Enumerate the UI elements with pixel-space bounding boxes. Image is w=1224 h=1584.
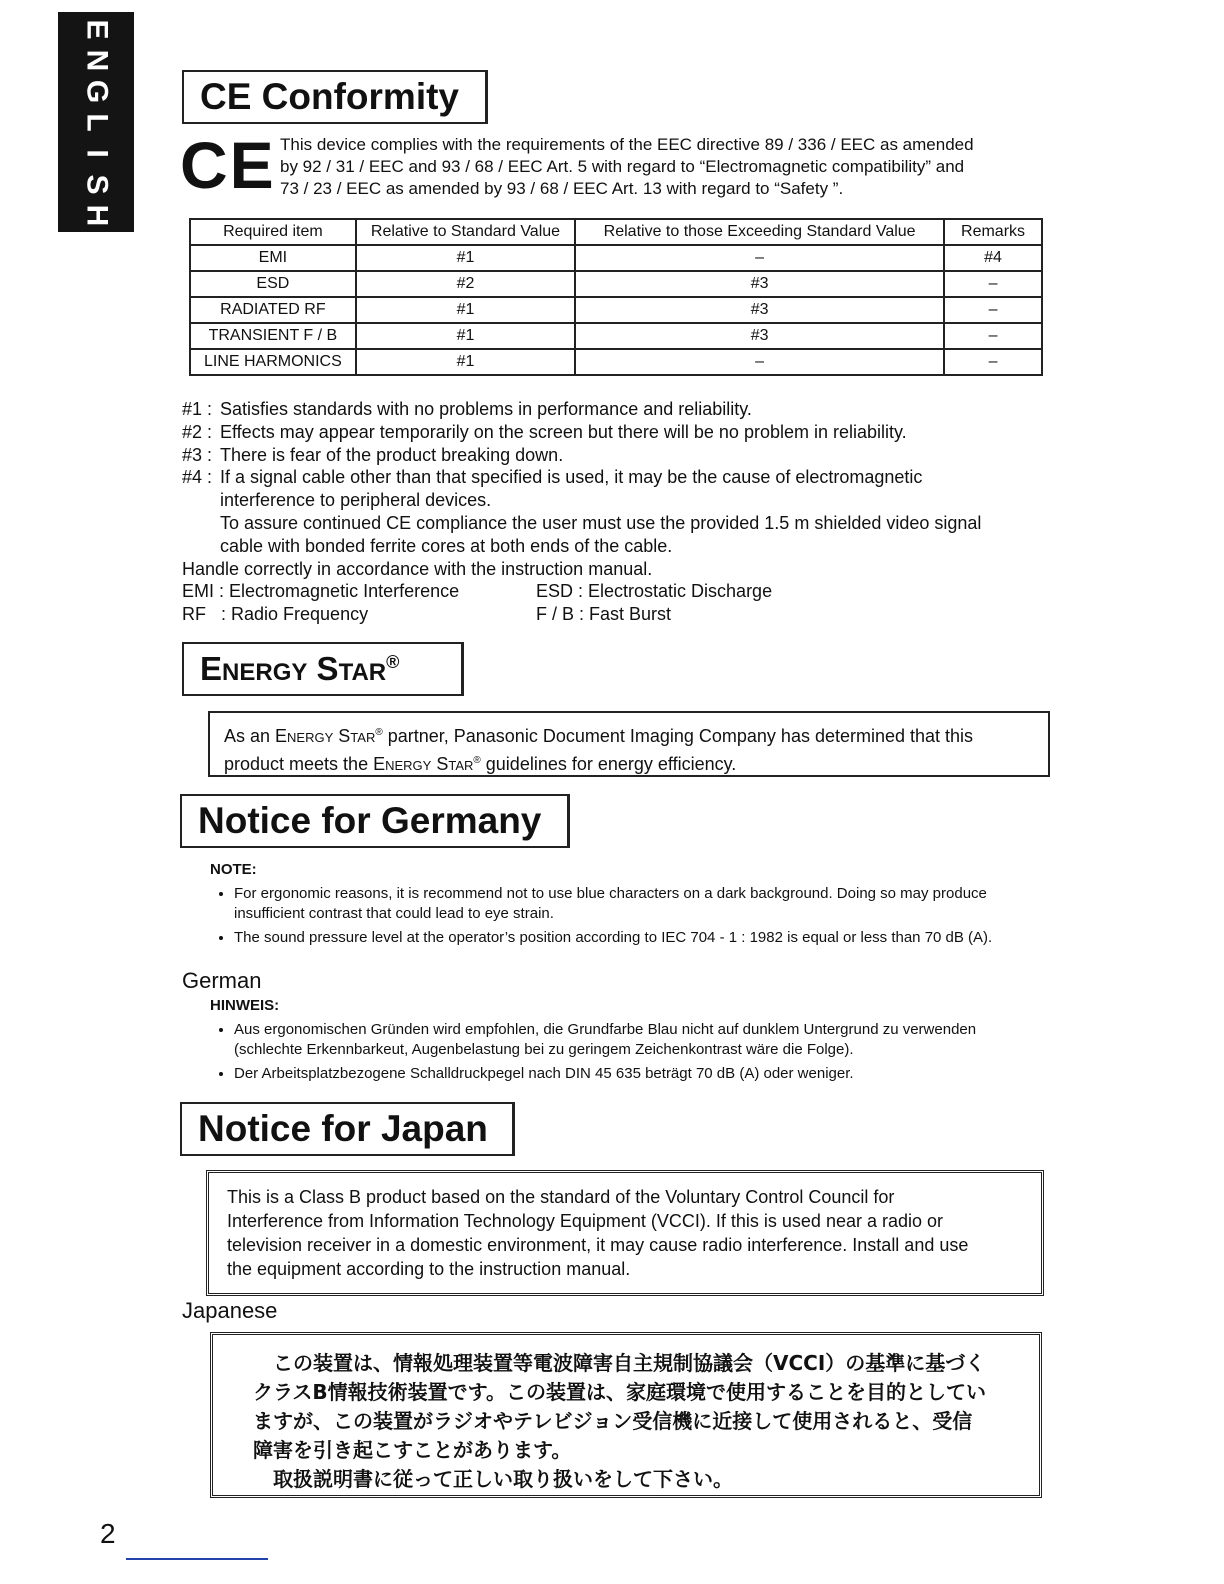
notice-japan-heading <box>180 1102 515 1156</box>
side-tab-letter: N <box>80 49 114 71</box>
abbreviation-row <box>182 580 1062 603</box>
table-row <box>190 271 1042 297</box>
table-cell: ESD <box>190 271 356 297</box>
note-text: Satisfies standards with no problems in performance and reliability. <box>220 399 752 419</box>
table-header-row <box>190 219 1042 245</box>
title-part: S <box>307 650 339 687</box>
note-label: #1 : <box>182 399 213 419</box>
statement-line: 取扱説明書に従って正しい取り扱いをして下さい。 <box>253 1467 733 1491</box>
table-row <box>190 245 1042 271</box>
text-part: product meets the <box>224 754 374 774</box>
table-cell: – <box>575 349 944 375</box>
table-cell: #3 <box>575 271 944 297</box>
ce-conformity-title: CE Conformity <box>200 76 459 117</box>
side-tab-letter: L <box>80 112 114 132</box>
note-text: Effects may appear temporarily on the screen but there will be no problem in reliability. <box>220 421 907 442</box>
statement-line: television receiver in a domestic environment, it may cause radio interference. Install and use <box>227 1235 969 1255</box>
note-label: NOTE: <box>210 861 257 878</box>
registered-mark: ® <box>386 652 400 672</box>
note-item <box>182 421 1062 444</box>
statement-line: the equipment according to the instruction manual. <box>227 1259 631 1279</box>
table-cell: #3 <box>575 297 944 323</box>
text-part: guidelines for energy efficiency. <box>480 754 737 774</box>
table-cell: TRANSIENT F / B <box>190 323 356 349</box>
list-item: • Aus ergonomischen Gründen wird empfohlen, die Grundfarbe Blau nicht auf dunklem Untergrund zu verwenden (schlechte Erkennbarkeut, Augenbelastung bei zu geringem Zeichenkontrast wäre die Folge). <box>234 1020 1046 1060</box>
text-part: NERGY <box>385 758 432 773</box>
handle-correctly-text: Handle correctly in accordance with the instruction manual. <box>182 558 653 579</box>
ce-conformity-heading <box>182 70 488 124</box>
note-label: #4 : <box>182 467 213 488</box>
energy-star-title <box>200 650 399 688</box>
text-part: S <box>333 726 351 746</box>
side-tab-letter: I <box>80 148 114 158</box>
table-cell: RADIATED RF <box>190 297 356 323</box>
table-row <box>190 323 1042 349</box>
statement-line: This is a Class B product based on the standard of the Voluntary Control Council for <box>227 1187 895 1207</box>
text-part: NERGY <box>287 730 334 745</box>
abbreviation-row <box>182 603 1062 626</box>
note-label: #3 : <box>182 444 213 465</box>
table-header-cell: Relative to those Exceeding Standard Value <box>575 219 944 245</box>
text-part: TAR <box>350 730 376 745</box>
vcci-japanese-statement <box>210 1332 1042 1498</box>
language-side-tab <box>58 12 134 232</box>
statement-line: ますが、この装置がラジオやテレビジョン受信機に近接して使用されると、受信 <box>253 1409 973 1433</box>
germany-note-list <box>206 884 1046 948</box>
list-item: • The sound pressure level at the operator’s position according to IEC 704 - 1 : 1982 is equal or less than 70 dB (A). <box>234 928 1046 948</box>
registered-mark: ® <box>375 727 383 738</box>
note-item <box>182 398 1062 421</box>
note-continuation: cable with bonded ferrite cores at both ends of the cable. <box>220 535 673 556</box>
ce-conformity-table <box>189 218 1043 376</box>
ce-notes <box>182 398 1062 626</box>
text-part: As an <box>224 726 276 746</box>
abbreviation: RF : Radio Frequency <box>182 604 369 625</box>
table-row <box>190 297 1042 323</box>
notice-germany-heading <box>180 794 570 848</box>
text-part: partner, Panasonic Document Imaging Company has determined that this <box>382 726 974 746</box>
notice-germany-title: Notice for Germany <box>198 800 542 841</box>
table-cell: #1 <box>356 297 575 323</box>
text-part: E <box>373 754 386 774</box>
text-part: TAR <box>448 758 474 773</box>
footer-rule <box>126 1558 268 1560</box>
table-cell: – <box>944 271 1042 297</box>
note-continuation: To assure continued CE compliance the user must use the provided 1.5 m shielded video signal <box>220 512 982 533</box>
table-cell: – <box>944 349 1042 375</box>
ce-intro <box>280 134 1040 200</box>
german-hinweis-section <box>206 996 1046 1088</box>
list-item: • Der Arbeitsplatzbezogene Schalldruckpegel nach DIN 45 635 beträgt 70 dB (A) oder weniger. <box>234 1064 1046 1084</box>
note-item <box>182 444 1062 467</box>
note-item <box>182 466 1062 489</box>
table-row <box>190 349 1042 375</box>
hinweis-list <box>206 1020 1046 1084</box>
note-continuation: interference to peripheral devices. <box>220 490 492 511</box>
japanese-language-label: Japanese <box>182 1298 278 1323</box>
statement-line: クラスB情報技術装置です。この装置は、家庭環境で使用することを目的としてい <box>253 1380 987 1404</box>
ce-intro-line: 73 / 23 / EEC as amended by 93 / 68 / EEC Art. 13 with regard to “Safety ”. <box>280 179 844 198</box>
text-part: S <box>431 754 449 774</box>
table-cell: #1 <box>356 245 575 271</box>
abbreviation: ESD : Electrostatic Discharge <box>536 581 773 602</box>
energy-star-heading <box>182 642 464 696</box>
ce-intro-line: This device complies with the requirements of the EEC directive 89 / 336 / EEC as amended <box>280 135 974 154</box>
side-tab-letter: S <box>80 173 114 194</box>
table-cell: #4 <box>944 245 1042 271</box>
title-part: TAR <box>338 659 387 686</box>
table-header-cell: Relative to Standard Value <box>356 219 575 245</box>
side-tab-letter: E <box>80 18 114 39</box>
note-text: There is fear of the product breaking down. <box>220 444 564 465</box>
table-cell: – <box>944 297 1042 323</box>
table-cell: EMI <box>190 245 356 271</box>
note-label: #2 : <box>182 421 213 442</box>
text-part: E <box>275 726 288 746</box>
table-header-cell: Remarks <box>944 219 1042 245</box>
table-cell: – <box>575 245 944 271</box>
side-tab-letter: G <box>80 79 114 103</box>
hinweis-label: HINWEIS: <box>210 997 280 1014</box>
note-text: If a signal cable other than that specified is used, it may be the cause of electromagnetic <box>220 467 923 488</box>
german-language-label: German <box>182 968 262 993</box>
ce-intro-line: by 92 / 31 / EEC and 93 / 68 / EEC Art. 5 with regard to “Electromagnetic compatibility” and <box>280 157 965 176</box>
energy-line <box>224 721 1034 749</box>
statement-line: この装置は、情報処理装置等電波障害自主規制協議会（VCCI）の基準に基づく <box>253 1351 986 1375</box>
energy-star-statement <box>208 711 1050 777</box>
table-cell: LINE HARMONICS <box>190 349 356 375</box>
page-number: 2 <box>100 1518 116 1549</box>
vcci-english-statement <box>206 1170 1044 1296</box>
abbreviation: EMI : Electromagnetic Interference <box>182 581 460 602</box>
energy-line <box>224 749 1034 777</box>
table-cell: #1 <box>356 349 575 375</box>
title-part: NERGY <box>222 659 308 686</box>
germany-note-section <box>206 860 1046 952</box>
notice-japan-title: Notice for Japan <box>198 1108 488 1149</box>
ce-mark-icon: CE <box>180 128 276 202</box>
statement-line: 障害を引き起こすことがあります。 <box>253 1438 572 1462</box>
list-item: • For ergonomic reasons, it is recommend not to use blue characters on a dark background. Doing so may produce insufficient contrast that could lead to eye strain. <box>234 884 1046 924</box>
title-part: E <box>200 650 223 687</box>
table-header-cell: Required item <box>190 219 356 245</box>
table-cell: #3 <box>575 323 944 349</box>
table-cell: #1 <box>356 323 575 349</box>
abbreviation: F / B : Fast Burst <box>536 604 672 625</box>
table-cell: #2 <box>356 271 575 297</box>
table-cell: – <box>944 323 1042 349</box>
statement-line: Interference from Information Technology Equipment (VCCI). If this is used near a radio or <box>227 1211 944 1231</box>
registered-mark: ® <box>473 755 481 766</box>
side-tab-letter: H <box>80 204 114 226</box>
